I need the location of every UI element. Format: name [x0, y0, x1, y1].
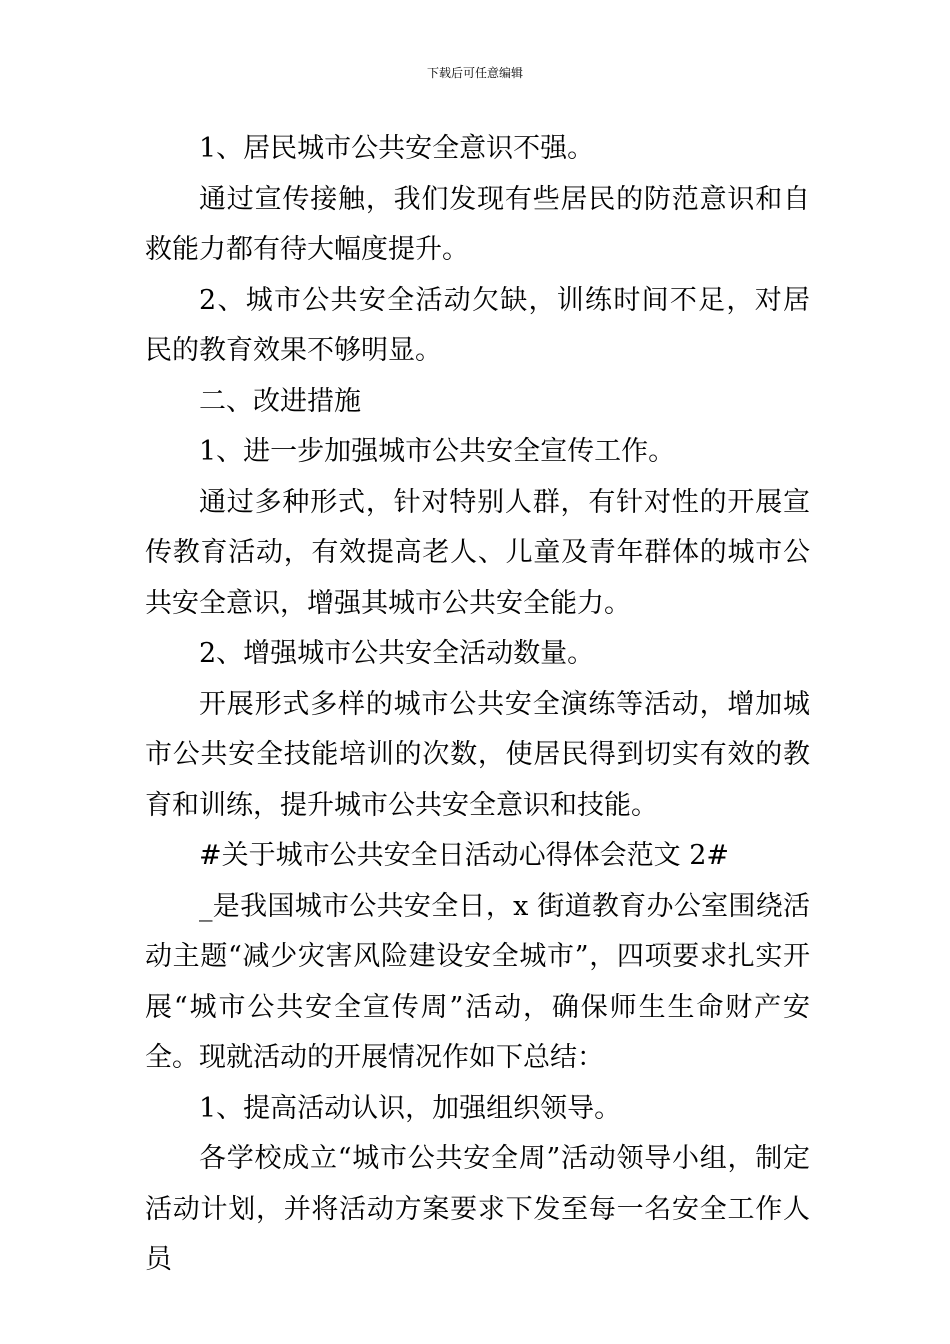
paragraph: 各学校成立“城市公共安全周”活动领导小组，制定活动计划，并将活动方案要求下发至每一名安全工作人员	[145, 1143, 810, 1275]
paragraph: 通过多种形式，针对特别人群，有针对性的开展宣传教育活动，有效提高老人、儿童及青年群体的城市公共安全意识，增强其城市公共安全能力。	[145, 486, 810, 619]
paragraph: 2、城市公共安全活动欠缺，训练时间不足，对居民的教育效果不够明显。	[145, 284, 810, 366]
page-header: 下载后可任意编辑	[426, 66, 523, 80]
paragraph: 通过宣传接触，我们发现有些居民的防范意识和自救能力都有待大幅度提升。	[145, 183, 810, 265]
paragraph: 1、进一步加强城市公共安全宣传工作。	[199, 436, 676, 467]
document-body	[145, 124, 810, 1286]
paragraph: 2、增强城市公共安全活动数量。	[199, 638, 595, 669]
article-title: #关于城市公共安全日活动心得体会范文 2#	[199, 840, 730, 871]
section-heading: 二、改进措施	[199, 385, 361, 417]
paragraph: 1、居民城市公共安全意识不强。	[199, 133, 595, 164]
paragraph: 1、提高活动认识，加强组织领导。	[199, 1092, 622, 1124]
paragraph: _是我国城市公共安全日，x 街道教育办公室围绕活动主题“减少灾害风险建设安全城市”，四项要求扎实开展“城市公共安全宣传周”活动，确保师生生命财产安全。现就活动的开展情况作如下总结：	[145, 890, 810, 1073]
paragraph: 开展形式多样的城市公共安全演练等活动，增加城市公共安全技能培训的次数，使居民得到切实有效的教育和训练，提升城市公共安全意识和技能。	[145, 688, 810, 821]
